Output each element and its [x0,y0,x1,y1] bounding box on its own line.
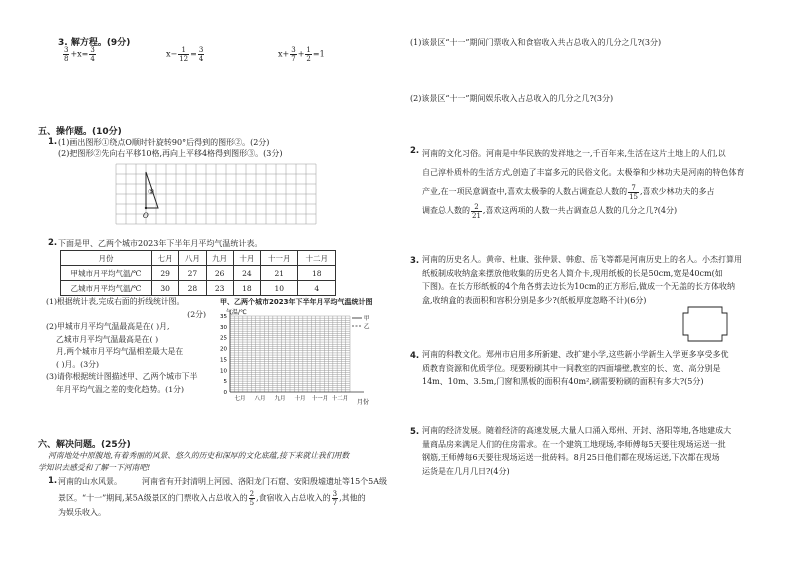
eq3-frac-b-num: 1 [306,46,311,54]
eq2-eq: = [190,49,197,59]
s6-q1-number: 1. [48,476,58,486]
r-q2-c-pre: 产业,在一项民意调查中,喜欢太极拳的人数占调查总人数的 [422,187,628,196]
chart-y-tick-label: 15 [220,357,227,364]
chart-x-tick-label: 八月 [254,396,266,402]
r-q3-body [422,253,762,307]
fraction-denominator: 15 [629,192,639,201]
r-q3-c: 下图)。在长方形纸板的4个角各剪去边长为10cm的正方形后,做成一个无盖的长方体收纳 [422,282,735,291]
chart-x-tick-label: 十一月 [311,396,329,402]
table-cell: 23 [206,281,233,296]
section-6-title: 六、解决问题。(25分) [38,440,131,450]
sub2-line-d: ( )月。(3分) [56,359,99,369]
chart-legend-label: 甲 [364,316,370,322]
r-q4-a: 河南的科教文化。郑州市启用多所新建、改扩建小学,这些新小学新生入学更多享受多优 [422,350,729,359]
eq1-frac-num: 3 [64,46,69,54]
s5-q2-text: 下面是甲、乙两个城市2023年下半年月平均气温统计表。 [58,239,263,248]
s6-intro-b: 学知识去感受和了解一下河南吧! [38,463,151,472]
table-header-cell: 月份 [61,251,152,266]
equation-1 [62,46,97,63]
r-q3-a: 河南的历史名人。黄帝、杜康、张仲景、韩愈、岳飞等都是河南历史上的名人。小杰打算用 [422,255,742,264]
r-q4-b: 质教育资源和优质学位。现要粉刷其中一间教室的四面墙壁,教室的长、宽、高分别是 [422,363,721,373]
eq2-rhs-den: 4 [198,55,204,63]
r-q4-c: 14m、10m、3.5m,门窗和黑板的面积有40m²,刷需要粉刷的面积有多大?(5分) [422,377,704,386]
table-cell: 30 [152,281,179,296]
sub3-line-a: (3)请你根据统计图描述甲、乙两个城市下半 [46,372,198,381]
table-cell: 28 [179,281,206,296]
cardboard-outline [683,307,727,341]
point-o [145,207,147,209]
sub2-line-a: (2)甲城市月平均气温最高是在( )月, [46,322,170,331]
table-cell: 27 [179,266,206,281]
r-q2-b: 自己淳朴质朴的生活方式,创造了丰富多元的民俗文化。太极拳和少林功夫是河南的特色体育 [422,168,745,177]
r-q2-number: 2. [410,146,420,156]
r-q2-body [422,144,762,220]
eq3-pre: x+ [278,49,290,59]
table-header-cell: 十二月 [298,251,336,266]
section-5-title: 五、操作题。(10分) [38,127,122,137]
s5-q1-line1: (1)画出图形①绕点O顺时针旋转90°后得到的图形②。(2分) [58,138,270,147]
r-sub1: (1)该景区“十一”期间门票收入和食宿收入共占总收入的几分之几?(3分) [410,38,662,47]
r-q2-c-post: ,喜欢少林功夫的多占 [640,187,715,196]
s5-q2-number: 2. [48,238,58,248]
r-q2-a: 河南的文化习俗。河南是中华民族的发祥地之一,千百年来,生活在这片土地上的人们,以 [422,149,726,158]
table-cell: 4 [298,281,336,296]
table-cell: 甲城市月平均气温/℃ [61,266,152,281]
eq2-pre: x− [166,49,178,59]
sub3-line-b: 年月平均气温之差的变化趋势。(1分) [56,384,184,394]
r-q2-d [422,201,762,220]
s6-q1-a: 河南的山水风景。 [58,477,122,486]
chart-y-tick-label: 20 [220,346,227,353]
table-cell: 18 [233,281,260,296]
chart-x-tick-label: 九月 [274,396,286,402]
eq3-frac-a-num: 3 [291,46,296,54]
chart-y-tick-label: 25 [220,335,227,342]
sub1-score: (2分) [187,309,206,319]
s6-q1-b: 河南省有开封清明上河园、洛阳龙门石窟、安阳殷墟遗址等15个5A级 [142,477,388,486]
r-q2-c [422,182,762,201]
eq2-frac-den: 12 [179,55,189,63]
equation-3 [278,46,325,63]
table-cell: 21 [261,266,298,281]
table-cell: 10 [261,281,298,296]
eq1-op: +x= [70,49,89,59]
r-q3-b: 纸板制成收纳盒来摆放他收集的历史名人简介卡,现用纸板的长是50cm,宽是40cm(如 [422,268,723,278]
table-row [61,266,336,281]
table-cell: 18 [298,266,336,281]
chart-y-tick-label: 30 [220,324,227,331]
chart-y-tick-label: 0 [223,390,227,396]
r-q5-a: 河南的经济发展。随着经济的高速发展,大量人口涌入郑州、开封、洛阳等地,各地建成大 [422,426,732,435]
fraction-numerator: 3 [332,490,338,498]
square-grid [112,160,322,226]
sub1-text: (1)根据统计表,完成右面的折线统计图。 [46,297,185,306]
s5-q1-number: 1. [48,137,58,147]
q3-label: 3. 解方程。(9分) [58,38,131,48]
table-header-cell: 十月 [233,251,260,266]
table-header-cell: 九月 [206,251,233,266]
r-q4-body [422,348,762,389]
r-q4-number: 4. [410,351,420,361]
sub2-line-b: 乙城市月平均气温最高是在( ) [56,334,159,344]
temperature-table [60,250,336,296]
chart-y-tick-label: 35 [220,314,227,320]
chart-y-axis-label: 气温/℃ [226,309,247,316]
s6-q1-c-post: ,其他的 [339,493,366,503]
figure-1-label: ① [148,188,155,196]
r-q5-number: 5. [410,427,420,437]
eq3-tail: =1 [312,49,325,59]
point-o-label: O [143,212,149,220]
eq3-frac-b-den: 2 [306,55,311,63]
table-cell: 24 [233,266,260,281]
r-sub2: (2)该景区“十一”期间娱乐收入占总收入的几分之几?(3分) [410,94,614,103]
eq2-rhs-num: 3 [198,46,204,54]
s6-q1-d: 为娱乐收入。 [58,508,106,517]
r-q3-d: 盒,收纳盒的表面积和容积分别是多少?(纸板厚度忽略不计)(6分) [422,295,647,305]
s6-q1-c [58,490,366,507]
table-header-cell: 十一月 [261,251,298,266]
chart-legend-label: 乙 [364,324,370,330]
s5-q1-line2: (2)把图形②先向右平移10格,再向上平移4格得到图形③。(3分) [58,149,283,158]
r-q2-d-pre: 调查总人数的 [422,206,470,215]
eq3-plus: + [297,49,305,59]
s5-q2-subquestions [46,296,214,396]
eq3-frac-a-den: 7 [291,55,296,63]
equation-2 [166,46,205,63]
eq2-frac-num: 1 [178,46,189,55]
fraction-numerator: 2 [249,490,255,498]
eq1-frac-den: 8 [64,55,69,63]
chart-x-axis-label: 月份 [357,399,370,406]
chart-y-tick-label: 10 [220,368,227,375]
r-q5-b: 量商品房来满足人们的住房需求。在一个建筑工地现场,李师傅每5天要往现场运送一批 [422,439,726,449]
s6-intro-a: 河南地处中原腹地,有着秀丽的风景、悠久的历史和深厚的文化底蕴,接下来就让我们用数 [48,451,350,460]
chart-y-tick-label: 5 [223,379,227,386]
r-q5-d: 运货是在几月几日?(4分) [422,466,510,476]
cardboard-diagram [682,306,728,342]
eq1-rhs-num: 3 [90,46,95,54]
r-q5-body [422,424,762,478]
chart-title: 甲、乙两个城市2023年下半年月平均气温统计图 [220,298,373,306]
line-chart [212,306,372,410]
r-q5-c: 钢筋,王师傅每6天要往现场运送一批砖料。8月25日他们都在现场运送,下次都在现场 [422,453,720,462]
chart-x-tick-label: 十月 [294,396,306,402]
table-row [61,281,336,296]
fraction-numerator: 7 [628,184,639,193]
table-cell: 26 [206,266,233,281]
table-header-cell: 八月 [179,251,206,266]
chart-x-tick-label: 七月 [234,396,246,402]
table-cell: 乙城市月平均气温/℃ [61,281,152,296]
fraction-denominator: 5 [249,499,255,507]
table-cell: 29 [152,266,179,281]
table-header-row [61,251,336,266]
r-q3-number: 3. [410,256,420,266]
s6-q1-c-pre: 景区。“十一”期间,某5A级景区的门票收入占总收入的 [58,493,248,503]
fraction-denominator: 7 [332,499,338,507]
s6-q1-c-mid: ,食宿收入占总收入的 [256,493,331,503]
sub2-line-c: 月,两个城市月平均气温相差最大是在 [56,347,184,356]
fraction-denominator: 21 [472,211,481,220]
eq1-rhs-den: 4 [90,55,95,63]
chart-x-tick-label: 十二月 [331,396,349,402]
r-q2-d-post: ,喜欢这两项的人数一共占调查总人数的几分之几?(4分) [482,206,678,215]
table-header-cell: 七月 [152,251,179,266]
fraction-numerator: 2 [471,203,482,212]
